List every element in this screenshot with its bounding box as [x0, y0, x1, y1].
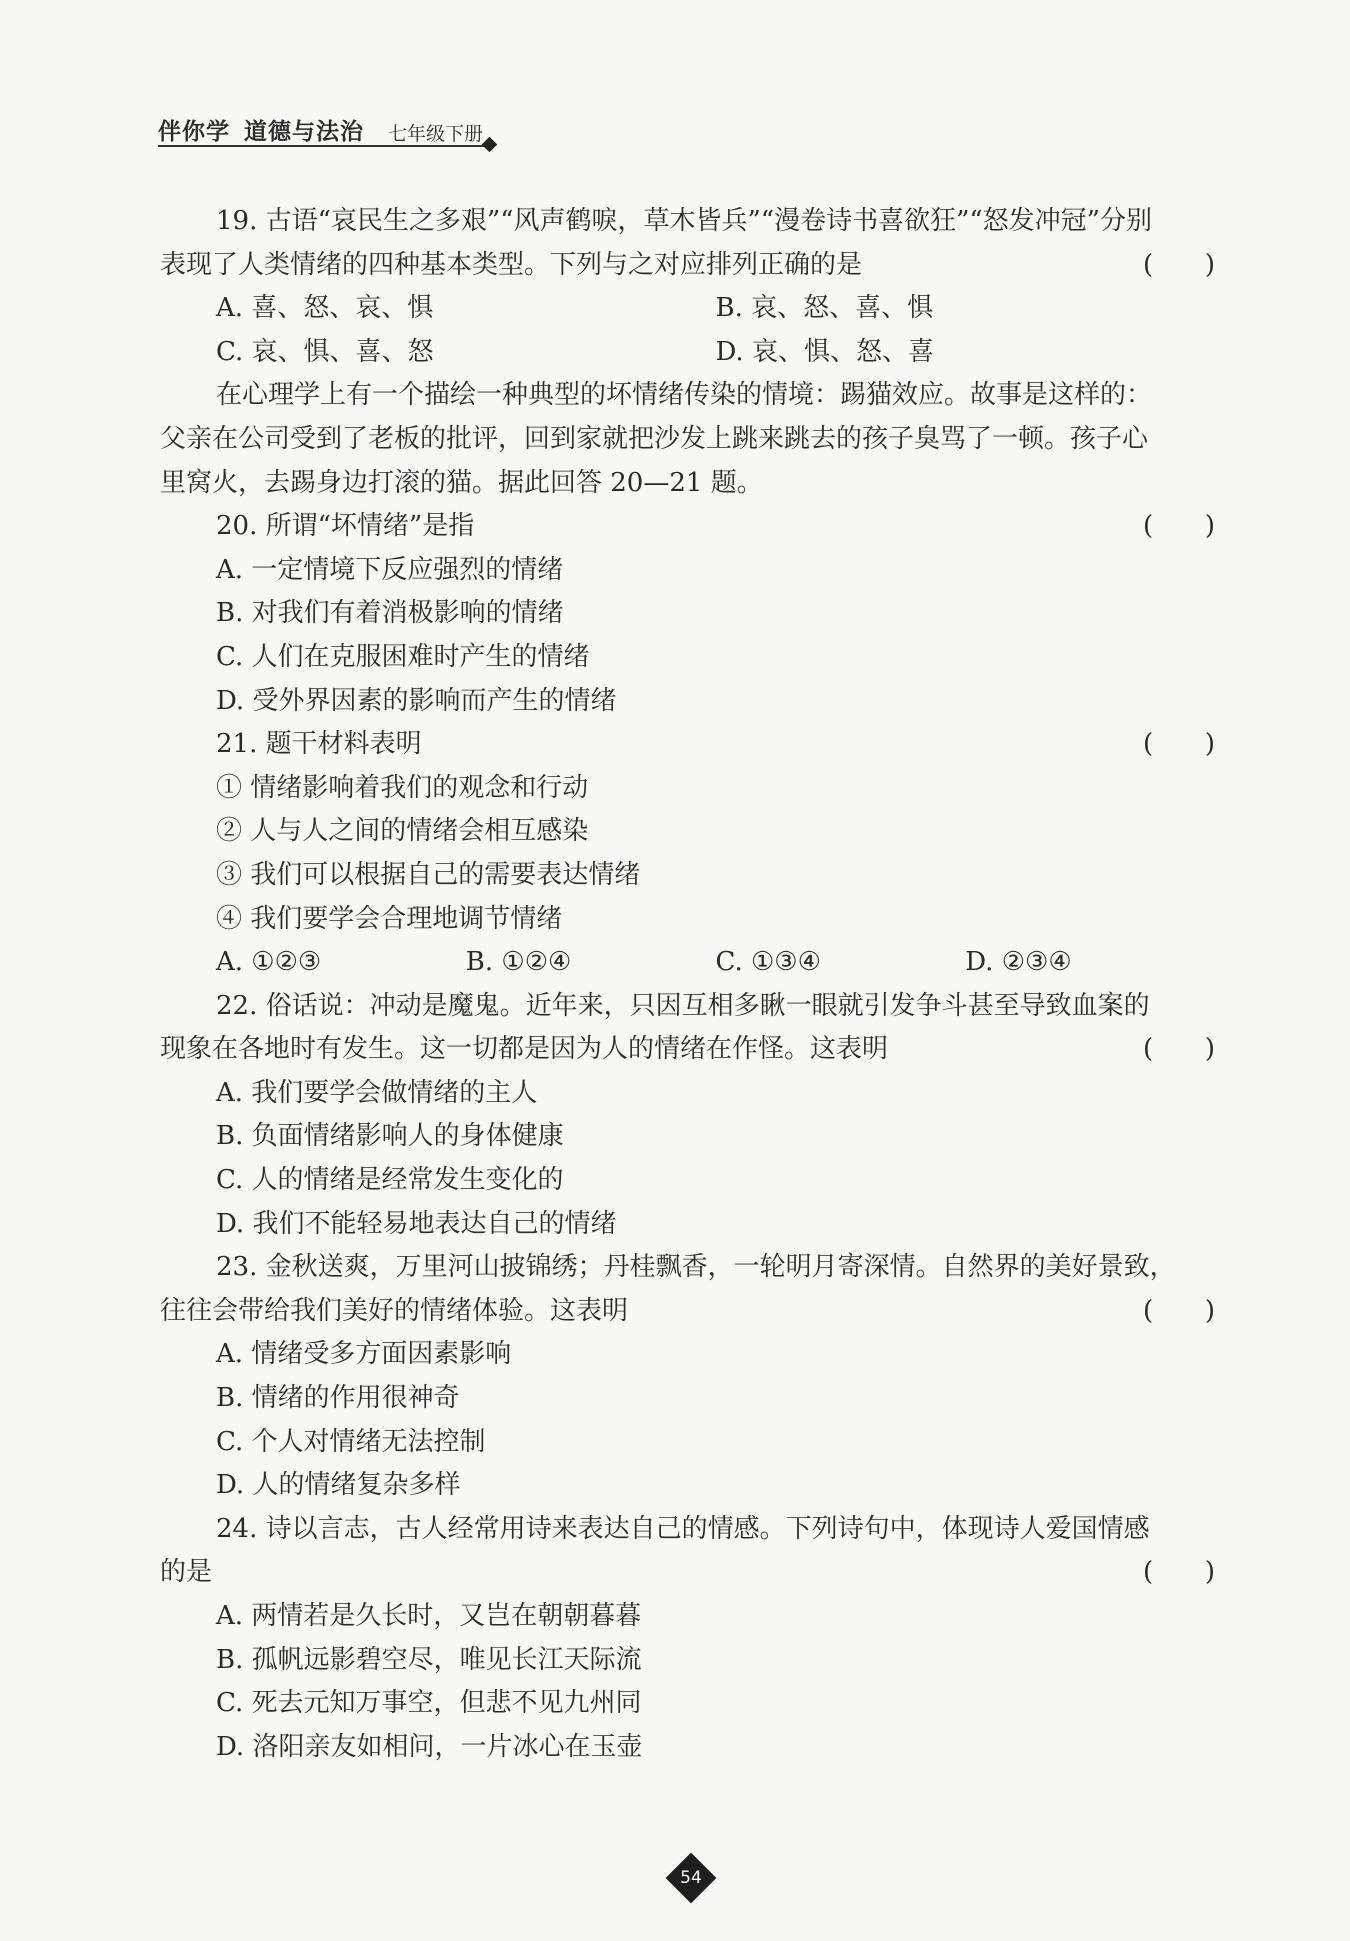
page-number: 54	[680, 1868, 702, 1888]
q21-option-d: D. ②③④	[965, 947, 1072, 978]
q24-option-d: D. 洛阳亲友如相问，一片冰心在玉壶	[216, 1731, 643, 1762]
q21-statement-3: ③ 我们可以根据自己的需要表达情绪	[216, 859, 641, 890]
q19-stem-line2: 表现了人类情绪的四种基本类型。下列与之对应排列正确的是 ( )	[160, 244, 1215, 288]
header-grade: 七年级下册	[388, 123, 484, 145]
q22-stem-line2: 现象在各地时有发生。这一切都是因为人的情绪在作怪。这表明 ( )	[160, 1028, 1215, 1072]
q20-option-a: A. 一定情境下反应强烈的情绪	[216, 554, 564, 585]
q22-option-c: C. 人的情绪是经常发生变化的	[216, 1165, 564, 1196]
q24-stem-line1: 24. 诗以言志，古人经常用诗来表达自己的情感。下列诗句中，体现诗人爱国情感	[216, 1513, 1150, 1544]
header-subject: 道德与法治	[244, 119, 364, 145]
page-number-badge	[668, 1855, 714, 1901]
header-brand: 伴你学	[158, 119, 230, 145]
q23-stem-line2: 往往会带给我们美好的情绪体验。这表明 ( )	[160, 1290, 1215, 1334]
q23-option-d: D. 人的情绪复杂多样	[216, 1470, 461, 1501]
q21-answer-blank[interactable]: ( )	[1143, 729, 1215, 760]
q21-statement-2: ② 人与人之间的情绪会相互感染	[216, 816, 589, 847]
q21-option-b: B. ①②④	[465, 947, 572, 978]
q20-stem: 20. 所谓“坏情绪”是指 ( )	[160, 505, 1215, 549]
material-line2: 父亲在公司受到了老板的批评，回到家就把沙发上跳来跳去的孩子臭骂了一顿。孩子心	[160, 423, 1149, 454]
q23-option-c: C. 个人对情绪无法控制	[216, 1426, 486, 1457]
q19-option-c: C. 哀、惧、喜、怒	[216, 336, 434, 367]
running-header	[158, 112, 483, 146]
material-line3: 里窝火，去踢身边打滚的猫。据此回答 20—21 题。	[160, 467, 763, 498]
q22-option-d: D. 我们不能轻易地表达自己的情绪	[216, 1208, 617, 1239]
q19-answer-blank[interactable]: ( )	[1143, 249, 1215, 280]
q20-option-c: C. 人们在克服困难时产生的情绪	[216, 641, 590, 672]
q22-option-b: B. 负面情绪影响人的身体健康	[216, 1121, 564, 1152]
q24-option-c: C. 死去元知万事空，但悲不见九州同	[216, 1688, 642, 1719]
q24-stem-line2: 的是 ( )	[160, 1551, 1215, 1595]
q21-option-c: C. ①③④	[715, 947, 821, 978]
q19-stem-line1: 19. 古语“哀民生之多艰”“风声鹤唳，草木皆兵”“漫卷诗书喜欲狂”“怒发冲冠”分别	[216, 206, 1152, 236]
q19-option-d: D. 哀、惧、怒、喜	[715, 336, 934, 367]
q23-stem-line1: 23. 金秋送爽，万里河山披锦绣；丹桂飘香，一轮明月寄深情。自然界的美好景致，	[216, 1252, 1176, 1283]
q24-answer-blank[interactable]: ( )	[1143, 1557, 1215, 1588]
q23-option-b: B. 情绪的作用很神奇	[216, 1383, 460, 1414]
q21-options	[160, 941, 1215, 985]
q19-options-row1	[160, 287, 1215, 331]
q23-option-a: A. 情绪受多方面因素影响	[216, 1339, 512, 1370]
material-line1: 在心理学上有一个描绘一种典型的坏情绪传染的情境：踢猫效应。故事是这样的：	[216, 380, 1153, 411]
q24-option-b: B. 孤帆远影碧空尽，唯见长江天际流	[216, 1644, 642, 1675]
q21-option-a: A. ①②③	[216, 947, 322, 978]
q24-option-a: A. 两情若是久长时，又岂在朝朝暮暮	[216, 1601, 642, 1631]
header-rule	[158, 145, 488, 147]
q22-option-a: A. 我们要学会做情绪的主人	[216, 1077, 538, 1108]
q19-option-a: A. 喜、怒、哀、惧	[216, 293, 434, 324]
q20-option-d: D. 受外界因素的影响而产生的情绪	[216, 685, 617, 716]
question-content	[160, 200, 1215, 1769]
q23-answer-blank[interactable]: ( )	[1143, 1295, 1215, 1326]
q21-statement-1: ① 情绪影响着我们的观念和行动	[216, 772, 589, 803]
q22-stem-line1: 22. 俗话说：冲动是魔鬼。近年来，只因互相多瞅一眼就引发争斗甚至导致血案的	[216, 990, 1150, 1021]
q20-option-b: B. 对我们有着消极影响的情绪	[216, 598, 564, 629]
q22-answer-blank[interactable]: ( )	[1143, 1034, 1215, 1065]
header-diamond-icon	[482, 137, 498, 153]
q21-statement-4: ④ 我们要学会合理地调节情绪	[216, 903, 563, 934]
q19-option-b: B. 哀、怒、喜、惧	[715, 293, 934, 324]
q21-stem: 21. 题干材料表明 ( )	[160, 723, 1215, 767]
q20-answer-blank[interactable]: ( )	[1143, 511, 1215, 542]
q19-options-row2	[160, 331, 1215, 375]
